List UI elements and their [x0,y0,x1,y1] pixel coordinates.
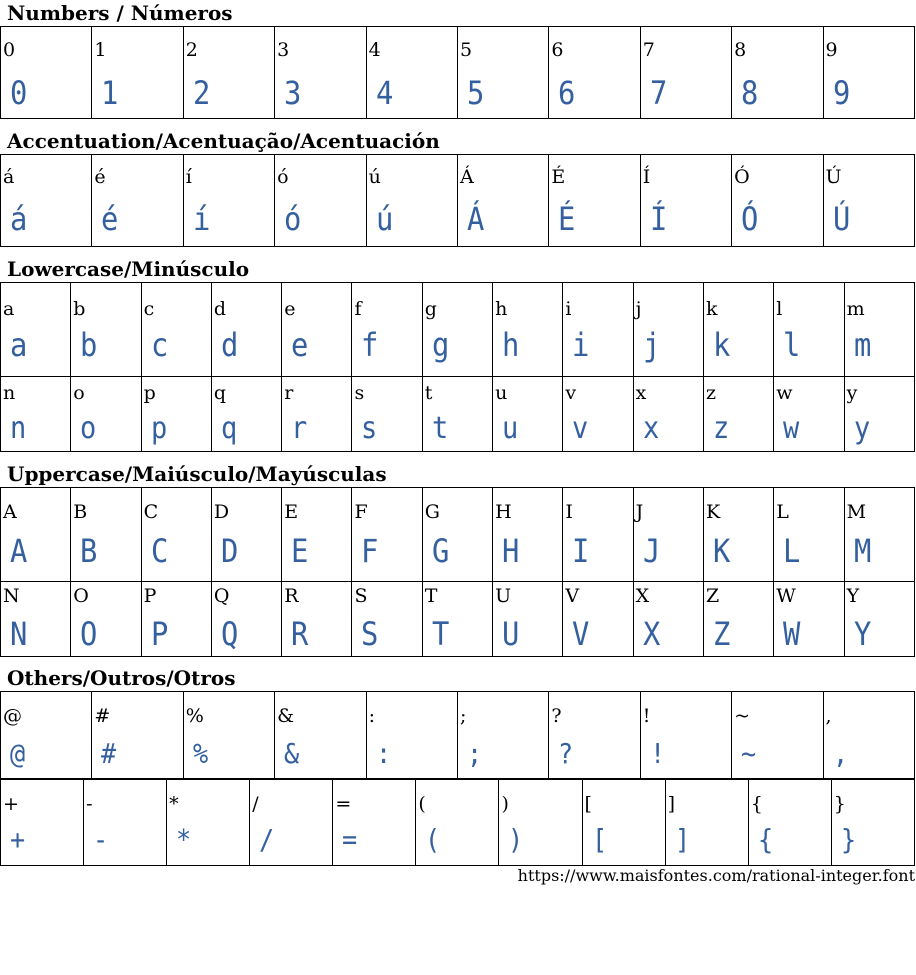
glyph-sample: R [291,615,309,653]
glyph-caption: É [551,166,566,188]
glyph-cell [250,780,333,866]
glyph-caption: c [143,298,155,320]
glyph-cell [141,488,211,582]
glyph-sample: y [853,411,870,446]
glyph-caption: 2 [185,39,198,61]
others-grid-1 [0,691,915,779]
source-url-link[interactable]: https://www.maisfontes.com/rational-integer.font [517,866,915,885]
glyph-sample: A [10,532,28,570]
glyph-sample: X [642,615,661,653]
glyph-sample: 0 [10,74,28,112]
glyph-caption: 3 [277,39,290,61]
glyph-sample: F [361,532,379,570]
glyph-cell [366,692,457,779]
glyph-sample: ] [674,823,690,856]
glyph-cell [732,27,823,119]
glyph-caption: Á [459,166,474,188]
glyph-cell [183,27,274,119]
glyph-caption: g [424,298,437,320]
glyph-caption: E [284,501,299,523]
glyph-sample: o [80,411,97,446]
glyph-sample: f [361,326,379,364]
glyph-sample: : [375,737,391,770]
glyph-caption: 1 [94,39,107,61]
glyph-caption: C [143,501,159,523]
glyph-caption: ) [501,793,509,815]
glyph-caption: 7 [642,39,655,61]
glyph-caption: n [3,382,16,404]
glyph-cell [549,155,640,247]
glyph-sample: p [150,411,167,446]
glyph-caption: F [354,501,368,523]
glyph-caption: U [495,585,512,607]
glyph-sample: @ [10,737,26,770]
glyph-sample: 1 [101,74,119,112]
glyph-caption: I [565,501,573,523]
glyph-caption: / [252,793,259,815]
glyph-sample: h [502,326,520,364]
glyph-sample: J [642,532,661,570]
glyph-sample: T [431,615,450,653]
glyph-cell [640,692,731,779]
glyph-sample: L [783,532,801,570]
glyph-caption: L [776,501,789,523]
lowercase-row-1 [1,283,915,377]
glyph-cell [563,582,633,657]
glyph-cell [167,780,250,866]
glyph-sample: l [783,326,801,364]
glyph-sample: w [783,411,800,446]
glyph-caption: b [73,298,86,320]
glyph-caption: Ú [825,166,842,188]
accentuation-grid [0,154,915,247]
glyph-caption: D [213,501,230,523]
glyph-sample: 9 [832,74,850,112]
glyph-cell [71,488,141,582]
glyph-cell [493,488,563,582]
glyph-cell [141,377,211,452]
glyph-caption: K [705,501,721,523]
glyph-sample: Ú [832,200,850,238]
glyph-cell [703,283,773,377]
glyph-cell [422,377,492,452]
glyph-sample: Z [712,615,731,653]
glyph-cell [352,377,422,452]
glyph-caption: N [3,585,20,607]
glyph-sample: 6 [558,74,576,112]
glyph-cell [703,488,773,582]
glyph-sample: u [502,411,519,446]
glyph-caption: M [846,501,867,523]
glyph-sample: ~ [741,737,757,770]
glyph-sample: I [572,532,590,570]
glyph-sample: , [832,737,848,770]
glyph-cell [211,377,281,452]
glyph-sample: ; [466,737,483,770]
glyph-sample: 8 [741,74,759,112]
glyph-sample: 7 [649,74,668,112]
glyph-cell [92,155,183,247]
glyph-sample: W [783,615,801,653]
accentuation-section-title: Accentuation/Acentuação/Acentuación [7,129,440,153]
glyph-sample: = [342,823,358,856]
glyph-sample: ! [649,737,665,770]
glyph-sample: E [291,532,309,570]
glyph-cell [84,780,167,866]
glyph-caption: k [705,298,718,320]
glyph-cell [352,582,422,657]
glyph-caption: @ [3,705,22,727]
glyph-cell [366,155,457,247]
glyph-sample: ? [558,737,574,770]
glyph-caption: V [565,585,580,607]
glyph-caption: # [94,705,111,727]
glyph-caption: G [424,501,440,523]
glyph-cell [582,780,665,866]
glyph-caption: S [354,585,368,607]
glyph-caption: 0 [3,39,16,61]
glyph-caption: u [495,382,508,404]
glyph-sample: O [80,615,98,653]
glyph-sample: b [80,326,98,364]
glyph-cell [823,692,914,779]
glyph-sample: Y [853,615,871,653]
glyph-caption: { [750,793,763,815]
glyph-cell [71,377,141,452]
glyph-caption: s [354,382,365,404]
glyph-cell [703,582,773,657]
glyph-sample: Á [466,200,485,238]
glyph-sample: j [642,326,661,364]
glyph-caption: á [3,166,15,188]
glyph-sample: ó [284,200,302,238]
glyph-sample: 5 [466,74,485,112]
glyph-cell [71,283,141,377]
others-row-1 [1,692,915,779]
glyph-caption: r [284,382,294,404]
glyph-cell [732,692,823,779]
glyph-cell [831,780,914,866]
glyph-cell [211,283,281,377]
glyph-cell [141,582,211,657]
glyph-caption: P [143,585,157,607]
glyph-sample: í [192,200,211,238]
glyph-caption: X [635,585,650,607]
glyph-sample: á [10,200,28,238]
glyph-caption: Q [213,585,230,607]
glyph-caption: Y [846,585,860,607]
glyph-caption: f [354,298,362,320]
glyph-sample: v [572,411,589,446]
glyph-cell [844,377,914,452]
glyph-cell [457,692,548,779]
glyph-cell [549,692,640,779]
glyph-sample: z [712,411,730,446]
glyph-sample: - [93,823,109,856]
glyph-sample: V [572,615,590,653]
glyph-cell [774,283,844,377]
glyph-cell [665,780,748,866]
glyph-caption: , [825,705,832,727]
glyph-caption: T [424,585,438,607]
glyph-sample: & [284,737,300,770]
glyph-caption: = [335,793,352,815]
glyph-cell [282,488,352,582]
glyph-caption: } [833,793,846,815]
glyph-caption: w [776,382,793,404]
glyph-caption: p [143,382,156,404]
glyph-caption: o [73,382,85,404]
glyph-cell [457,27,548,119]
glyph-sample: Q [220,615,239,653]
glyph-caption: Z [705,585,720,607]
glyph-cell [275,155,366,247]
glyph-sample: a [10,326,28,364]
glyph-cell [282,377,352,452]
glyph-caption: W [776,585,796,607]
glyph-caption: Í [642,166,651,188]
uppercase-grid [0,487,915,657]
glyph-cell [633,283,703,377]
glyph-caption: 9 [825,39,838,61]
glyph-cell [549,27,640,119]
glyph-caption: 5 [459,39,473,61]
glyph-cell [352,283,422,377]
glyph-caption: 4 [368,39,381,61]
glyph-sample: % [192,737,208,770]
uppercase-row-1 [1,488,915,582]
glyph-caption: ó [277,166,289,188]
glyph-cell [633,582,703,657]
glyph-sample: g [431,326,450,364]
glyph-sample: x [642,411,659,446]
glyph-sample: s [361,411,378,446]
numbers-section-title: Numbers / Números [7,1,233,25]
glyph-sample: + [10,823,26,856]
lowercase-grid [0,282,915,452]
glyph-cell [422,488,492,582]
glyph-sample: ( [425,823,441,856]
glyph-sample: c [150,326,168,364]
glyph-caption: i [565,298,572,320]
glyph-cell [282,582,352,657]
glyph-caption: l [776,298,783,320]
glyph-caption: + [3,793,19,815]
glyph-caption: % [185,705,204,727]
glyph-caption: J [635,501,644,523]
glyph-cell [366,27,457,119]
glyph-sample: G [431,532,450,570]
glyph-sample: [ [591,823,607,856]
glyph-cell [633,377,703,452]
others-section-title: Others/Outros/Otros [7,666,236,690]
glyph-caption: m [846,298,865,320]
glyph-cell [563,283,633,377]
glyph-cell [1,27,92,119]
glyph-caption: 8 [734,39,747,61]
glyph-sample: H [502,532,520,570]
glyph-sample: / [259,823,275,856]
glyph-cell [748,780,831,866]
glyph-sample: 3 [284,74,302,112]
glyph-caption: y [846,382,858,404]
uppercase-row-2 [1,582,915,657]
glyph-caption: í [185,166,192,188]
glyph-caption: ? [551,705,562,727]
glyph-sample: B [80,532,98,570]
glyph-caption: z [705,382,716,404]
glyph-caption: h [495,298,508,320]
glyph-caption: ; [459,705,467,727]
glyph-sample: q [220,411,238,446]
glyph-cell [211,582,281,657]
glyph-sample: N [10,615,28,653]
glyph-sample: ú [375,200,393,238]
glyph-caption: & [277,705,295,727]
glyph-caption: ú [368,166,381,188]
glyph-cell [352,488,422,582]
glyph-cell [1,377,71,452]
glyph-caption: v [565,382,577,404]
glyph-caption: A [3,501,17,523]
glyph-sample: t [431,411,449,446]
glyph-cell [493,582,563,657]
glyph-caption: x [635,382,647,404]
glyph-sample: d [220,326,239,364]
glyph-cell [71,582,141,657]
glyph-sample: 4 [375,74,393,112]
glyph-caption: R [284,585,299,607]
glyph-cell [422,283,492,377]
glyph-cell [183,155,274,247]
glyph-sample: i [572,326,590,364]
glyph-cell [275,692,366,779]
glyph-sample: { [757,823,773,856]
glyph-sample: # [101,737,117,770]
numbers-grid [0,26,915,119]
glyph-sample: m [853,326,871,364]
glyph-sample: M [853,532,871,570]
glyph-sample: ) [508,823,524,856]
glyph-cell [774,488,844,582]
glyph-caption: H [495,501,512,523]
glyph-cell [823,27,914,119]
glyph-cell [282,283,352,377]
others-row-2 [1,780,915,866]
glyph-caption: d [213,298,227,320]
glyph-cell [493,377,563,452]
glyph-cell [1,780,84,866]
glyph-caption: - [86,793,93,815]
numbers-row [1,27,915,119]
glyph-sample: n [10,411,27,446]
others-grid-2 [0,779,915,866]
glyph-sample: K [712,532,731,570]
glyph-caption: 6 [551,39,564,61]
glyph-cell [416,780,499,866]
glyph-sample: k [712,326,731,364]
glyph-caption: t [424,382,433,404]
glyph-caption: O [73,585,89,607]
glyph-caption: ! [642,705,651,727]
glyph-cell [422,582,492,657]
glyph-caption: q [213,382,227,404]
glyph-caption: ( [418,793,426,815]
glyph-caption: * [169,793,179,815]
glyph-sample: Ó [741,200,759,238]
glyph-caption: e [284,298,296,320]
glyph-caption: Ó [734,166,750,188]
glyph-cell [275,27,366,119]
glyph-cell [1,488,71,582]
glyph-sample: P [150,615,168,653]
glyph-cell [563,488,633,582]
glyph-caption: é [94,166,106,188]
glyph-cell [703,377,773,452]
glyph-cell [333,780,416,866]
glyph-cell [457,155,548,247]
glyph-sample: é [101,200,119,238]
glyph-cell [499,780,582,866]
glyph-cell [211,488,281,582]
glyph-sample: e [291,326,309,364]
glyph-sample: } [840,823,856,856]
glyph-cell [1,692,92,779]
glyph-cell [92,27,183,119]
glyph-cell [141,283,211,377]
glyph-caption: j [635,298,642,320]
glyph-sample: 2 [192,74,211,112]
glyph-caption: B [73,501,88,523]
glyph-caption: a [3,298,15,320]
glyph-cell [640,27,731,119]
glyph-cell [774,377,844,452]
glyph-cell [732,155,823,247]
glyph-sample: U [502,615,520,653]
glyph-cell [1,582,71,657]
glyph-caption: [ [584,793,592,815]
glyph-sample: D [220,532,239,570]
glyph-cell [563,377,633,452]
glyph-caption: ] [667,793,676,815]
glyph-sample: Í [649,200,668,238]
glyph-cell [1,155,92,247]
uppercase-section-title: Uppercase/Maiúsculo/Mayúsculas [7,462,387,486]
glyph-caption: ~ [734,705,751,727]
glyph-cell [493,283,563,377]
glyph-sample: S [361,615,379,653]
glyph-cell [640,155,731,247]
glyph-sample: * [176,823,192,856]
glyph-cell [183,692,274,779]
glyph-sample: É [558,200,576,238]
glyph-cell [1,283,71,377]
accentuation-row [1,155,915,247]
glyph-cell [633,488,703,582]
glyph-caption: : [368,705,375,727]
glyph-cell [774,582,844,657]
glyph-cell [823,155,914,247]
lowercase-section-title: Lowercase/Minúsculo [7,257,250,281]
lowercase-row-2 [1,377,915,452]
glyph-cell [844,582,914,657]
glyph-cell [92,692,183,779]
glyph-cell [844,488,914,582]
glyph-sample: C [150,532,168,570]
glyph-sample: r [291,411,308,446]
glyph-cell [844,283,914,377]
